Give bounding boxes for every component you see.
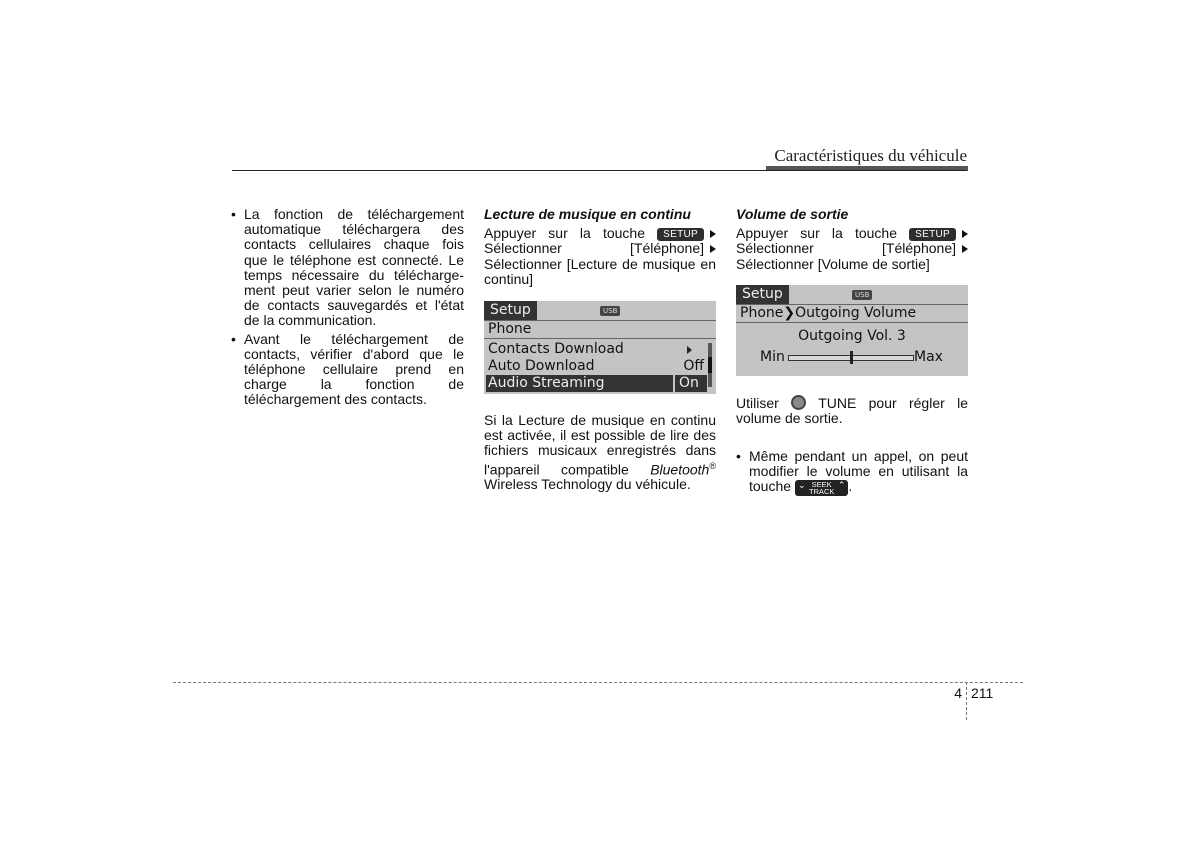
step-line: Sélectionner [Volume de sortie] [736,255,930,272]
bullet-list [231,207,464,408]
step-text: Sélectionner [Téléphone] [736,240,956,257]
section-heading: Volume de sortie [736,206,849,222]
bullet-item: • Avant le téléchargement de contacts, vérifier d'abord que le téléphone cellulaire prend en charge la fonction de téléchargement des contacts. [231,332,464,408]
chevron-down-icon: ⌄ [797,480,806,491]
screen-divider [484,338,716,339]
column-2 [484,206,716,493]
screen-tab: Setup [736,285,789,304]
step-line [484,241,716,256]
chapter-number: 4 [954,685,962,701]
menu-row-contacts-download [488,341,703,358]
screen-tab: Setup [484,301,537,320]
tune-knob-icon [791,395,806,410]
paragraph-text: Wireless Technology du véhicule. [484,476,691,493]
registered-mark: ® [709,460,716,471]
step-line: Sélectionner [Lecture de musique en continu] [484,255,716,287]
screen-breadcrumb: Phone❯Outgoing Volume [740,305,917,321]
chevron-up-icon: ⌃ [837,480,846,491]
bullet-item [736,449,968,496]
step-text: Appuyer sur la touche [736,225,897,242]
step-text: Sélectionner [Téléphone] [484,240,704,257]
menu-row-auto-download [488,358,704,375]
seek-label: SEEK [811,480,832,490]
volume-max-label: Max [914,349,943,365]
column-1 [231,207,464,411]
volume-slider-thumb [850,351,853,364]
volume-label: Outgoing Vol. 3 [798,328,906,344]
page-header-title: Caractéristiques du véhicule [774,146,967,165]
header-rule [232,170,967,171]
menu-row-value: Off [683,358,704,374]
streaming-paragraph [484,413,716,493]
arrow-right-icon [962,230,968,238]
setup-key: SETUP [909,228,956,241]
tune-text: Utiliser [736,395,779,411]
tune-instruction [736,395,968,426]
page-number: 211 [971,685,994,701]
section-heading: Lecture de musique en continu [484,206,691,222]
tune-text: TUNE pour régler le volume de sortie. [736,395,968,427]
chevron-right-icon [687,346,692,354]
footer-divider [966,682,967,720]
step-line [484,226,716,241]
usb-badge: USB [600,306,620,316]
footer-rule [173,682,1023,683]
screen-divider [736,322,968,323]
bullet-text: . [848,478,853,495]
menu-row-value: On [675,375,707,392]
streaming-screen [484,301,716,394]
bullet-list [736,449,968,499]
bullet-item: • La fonction de téléchargement automatique téléchargera des contacts cellulaires chaque fois que le téléphone est connecté. Le temps nécessaire du télécharge-ment peut varier selon le numéro de contacts sauvegardés et l'état de la communication. [231,207,464,329]
scrollbar-thumb [708,357,712,373]
bullet-text: Même pendant un appel, on peut modifier le volume en utilisant la touche [749,448,968,495]
menu-row-label: Auto Download [488,358,595,374]
usb-badge: USB [852,290,872,300]
seek-track-key [795,480,848,496]
step-line [736,226,968,241]
bluetooth-text: Bluetooth [650,461,710,478]
arrow-right-icon [710,245,716,253]
track-label: TRACK [808,487,835,497]
arrow-right-icon [710,230,716,238]
arrow-right-icon [962,245,968,253]
step-text: Appuyer sur la touche [484,225,645,242]
menu-row-label: Contacts Download [488,341,624,357]
step-line [736,241,968,256]
screen-title: Phone [488,321,532,337]
column-3 [736,206,968,497]
volume-screen [736,285,968,376]
menu-row-audio-streaming: Audio Streaming [486,375,673,392]
paragraph-text: Si la Lecture de musique en continu est activée, il est possible de lire des fichiers musicaux enregistrés dans l'appareil compatible [484,412,716,478]
setup-key: SETUP [657,228,704,241]
volume-min-label: Min [760,349,785,365]
